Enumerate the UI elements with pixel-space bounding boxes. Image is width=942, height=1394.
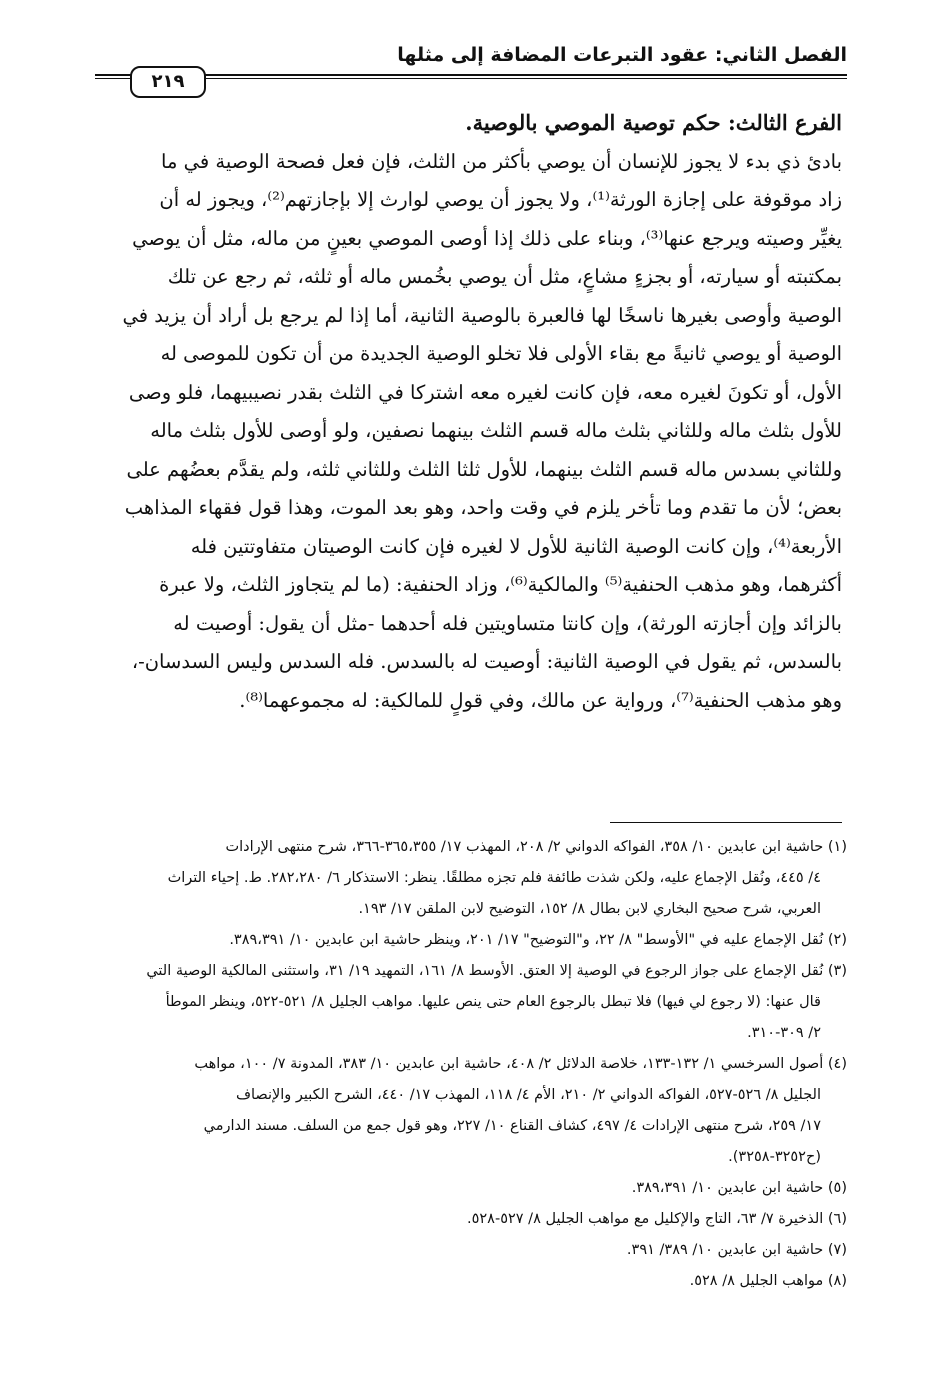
text-line: بالسدس، ثم يقول في الوصية الثانية: أوصيت له بالسدس. فله السدس وليس السدسان-، bbox=[131, 650, 842, 673]
text-line: بالزائد وإن أجازته الورثة)، وإن كانتا متساويتين فله أحدهما -مثل أن يقول: أوصيت له bbox=[173, 611, 842, 635]
footnote-line: (٢) نُقل الإجماع عليه في "الأوسط" ٨/ ٢٢، و"التوضيح" ١٧/ ٢٠١، وينظر حاشية ابن عابدين ١٠/ ٣٨٩،٣٩١. bbox=[229, 932, 847, 948]
text-line: الأربعة⁽⁴⁾، وإن كانت الوصية الثانية للأول لا لغيره فإن كانت الوصيتان متفاوتتين فله bbox=[190, 534, 842, 558]
footnote-line: الجليل ٨/ ٥٢٦-٥٢٧، الفواكه الدواني ٢/ ٢١٠، الأم ٤/ ١١٨، المهذب ١٧/ ٤٤٠، الشرح الكبير والإنصاف bbox=[235, 1087, 821, 1103]
text-line: للأول بثلث ماله وللثاني بثلث ماله قسم الثلث بينهما نصفين، ولو أوصى للأول بثلث ماله bbox=[150, 419, 842, 442]
text-line: بادئ ذي بدء لا يجوز للإنسان أن يوصي بأكثر من الثلث، فإن فعل فصحة الوصية في ما bbox=[161, 149, 842, 173]
footnotes bbox=[100, 832, 847, 1297]
footnote-line: (١) حاشية ابن عابدين ١٠/ ٣٥٨، الفواكه الدواني ٢/ ٢٠٨، المهذب ١٧/ ٣٦٥،٣٥٥-٣٦٦، شرح منتهى الإرادات bbox=[225, 839, 847, 855]
text-line: الأول، أو تكونَ لغيره معه، فإن كانت لغيره معه اشتركا في الثلث بقدر نصيبيهما، فلو وصى bbox=[128, 380, 842, 404]
text-line: وهو مذهب الحنفية⁽⁷⁾، ورواية عن مالك، وفي قولٍ للمالكية: له مجموعهما⁽⁸⁾. bbox=[239, 688, 842, 712]
header-rule bbox=[95, 74, 847, 76]
footnote-separator bbox=[610, 822, 842, 823]
running-header: الفصل الثاني: عقود التبرعات المضافة إلى مثلها bbox=[397, 44, 847, 66]
text-line: الوصية أو يوصي ثانيةً مع بقاء الأولى فلا تخلو الوصية الجديدة من أن تكون للموصى له bbox=[160, 342, 842, 365]
text-line: بمكتبته أو سيارته، أو بجزءٍ مشاعٍ، مثل أن يوصي بخُمس ماله أو ثلثه، ثم رجع عن تلك bbox=[167, 265, 842, 288]
footnote-line: (ح٣٢٥٢-٣٢٥٨). bbox=[728, 1149, 821, 1165]
footnote-line: ١٧/ ٢٥٩، شرح منتهى الإرادات ٤/ ٤٩٧، كشاف القناع ١٠/ ٢٢٧، وهو قول جمع من السلف. مسند الدارمي bbox=[203, 1118, 821, 1134]
footnote-line: العربي، شرح صحيح البخاري لابن بطال ٨/ ١٥٢، التوضيح لابن الملقن ١٧/ ١٩٣. bbox=[358, 901, 821, 917]
text-line: وللثاني بسدس ماله قسم الثلث بينهما، للأول ثلثا الثلث وللثاني ثلثه، ولم يقدَّم بعضُهم على bbox=[126, 457, 842, 481]
footnote-line: ٢/ ٣٠٩-٣١٠. bbox=[747, 1025, 821, 1041]
footnote-line: ٤/ ٤٤٥، ونُقل الإجماع عليه، ولكن شذت طائفة فلم تجزه مطلقًا. ينظر: الاستذكار ٦/ ٢٨٢،٢٨٠. ط. إحياء التراث bbox=[167, 870, 821, 886]
footnote-line: (٥) حاشية ابن عابدين ١٠/ ٣٨٩،٣٩١. bbox=[631, 1180, 847, 1196]
text-line: أكثرهما، وهو مذهب الحنفية⁽⁵⁾ والمالكية⁽⁶⁾، وزاد الحنفية: (ما لم يتجاوز الثلث، ولا عبرة bbox=[159, 573, 842, 596]
main-text bbox=[100, 104, 842, 720]
page-number: ٢١٩ bbox=[130, 66, 206, 98]
text-line: بعض؛ لأن ما تقدم وما تأخر يلزم في وقت واحد، وهو بعد الموت، وهذا قول فقهاء المذاهب bbox=[124, 496, 842, 519]
footnote-line: (٦) الذخيرة ٧/ ٦٣، التاج والإكليل مع مواهب الجليل ٨/ ٥٢٧-٥٢٨. bbox=[466, 1211, 847, 1227]
footnote-line: (٤) أصول السرخسي ١/ ١٣٢-١٣٣، خلاصة الدلائل ٢/ ٤٠٨، حاشية ابن عابدين ١٠/ ٣٨٣، المدونة ٧/ ١٠٠، مواهب bbox=[194, 1056, 847, 1072]
footnote-line: قال عنها: (لا رجوع لي فيها) فلا تبطل بالرجوع العام حتى ينص عليها. مواهب الجليل ٨/ ٥٢١-٥٢٢، وينظر الموطأ bbox=[165, 994, 821, 1010]
text-line: الوصية وأوصى بغيرها ناسخًا لها فالعبرة بالوصية الثانية، أما إذا لم يرجع بل أراد أن يزيد في bbox=[122, 303, 842, 327]
footnote-line: (٧) حاشية ابن عابدين ١٠/ ٣٨٩/ ٣٩١. bbox=[626, 1242, 847, 1258]
footnote-line: (٣) نُقل الإجماع على جواز الرجوع في الوصية إلا العتق. الأوسط ٨/ ١٦١، التمهيد ١٩/ ٣١، واستثنى المالكية الوصية التي bbox=[146, 963, 847, 979]
header-rule-thin bbox=[95, 78, 847, 79]
section-title: الفرع الثالث: حكم توصية الموصي بالوصية. bbox=[465, 110, 842, 135]
footnote-line: (٨) مواهب الجليل ٨/ ٥٢٨. bbox=[689, 1273, 847, 1289]
text-line: زاد موقوفة على إجازة الورثة⁽¹⁾، ولا يجوز أن يوصي لوارث إلا بإجازتهم⁽²⁾، ويجوز له أن bbox=[159, 188, 842, 211]
text-line: يغيِّر وصيته ويرجع عنها⁽³⁾، وبناء على ذلك إذا أوصى الموصي بعينٍ من ماله، مثل أن يوصي bbox=[132, 226, 842, 250]
